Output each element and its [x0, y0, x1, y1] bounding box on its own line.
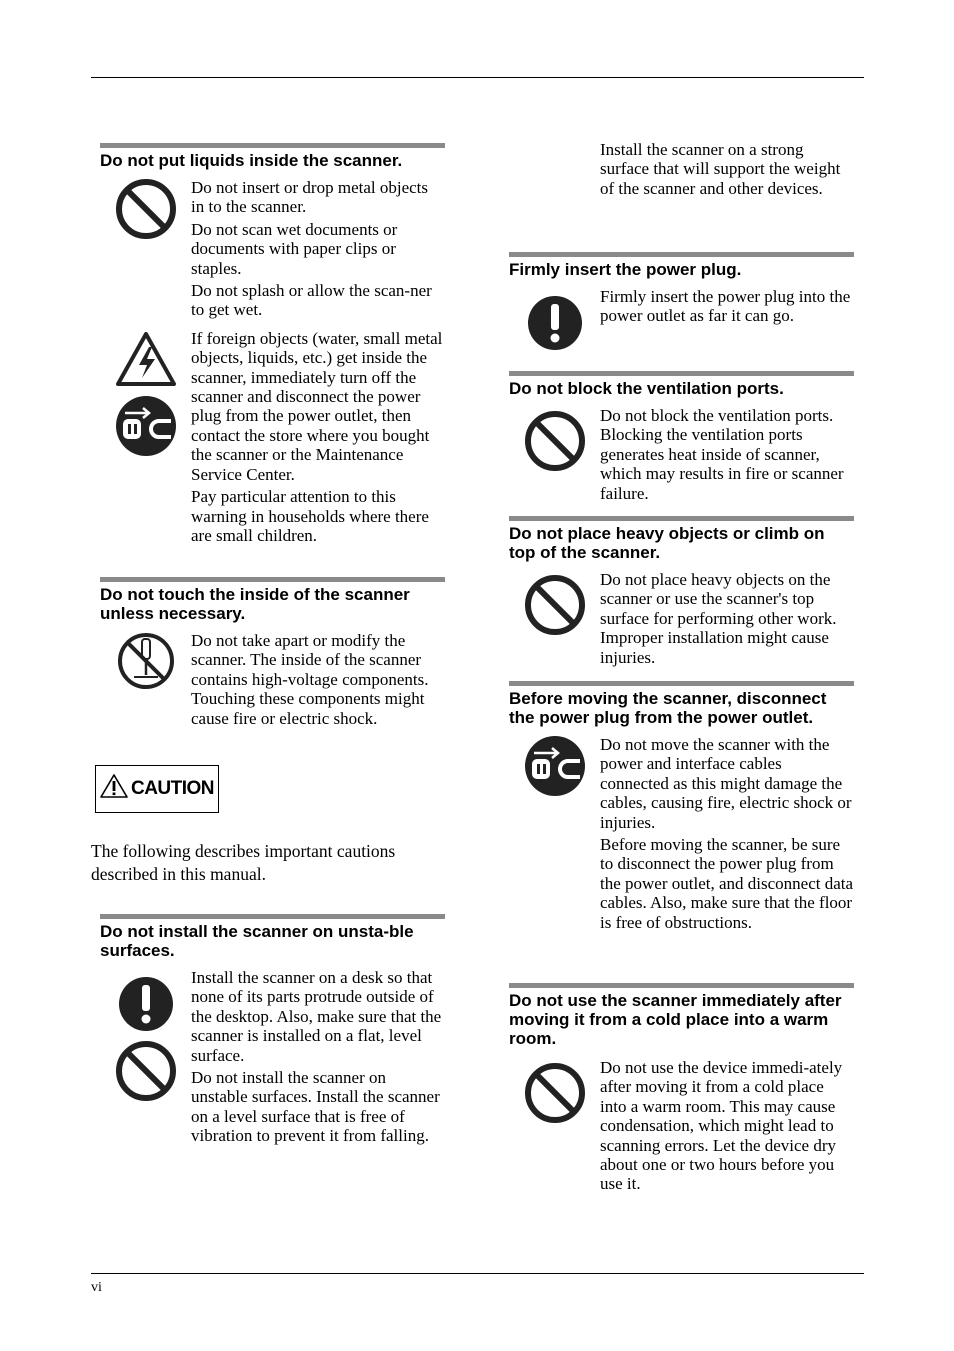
- section-power-plug: [509, 252, 854, 359]
- section-cold-place: [509, 983, 854, 1197]
- page-number: vi: [91, 1280, 102, 1295]
- section-liquids: [100, 143, 445, 548]
- body-text: Do not insert or drop metal objects in to the scanner.: [191, 178, 429, 217]
- intro-text: The following describes important cautions described in this manual.: [91, 841, 396, 884]
- body-text: Do not block the ventilation ports. Blocking the ventilation ports generates heat inside of scanner, which may results in fire or scanner failure.: [600, 406, 844, 503]
- section-touch: [100, 577, 445, 731]
- body-text: If foreign objects (water, small metal objects, liquids, etc.) get inside the scanner, immediately turn off the scanner and disconnect the power plug from the power outlet, then contact the store where you bought the scanner or the Maintenance Service Center.: [191, 328, 443, 484]
- section-bar: [509, 516, 854, 521]
- body-text: Install the scanner on a desk so that none of its parts protrude outside of the desktop. Also, make sure that the scanner is installed on a flat, level surface.: [191, 968, 442, 1065]
- section-ventilation: [509, 371, 854, 506]
- body-text: Do not install the scanner on unstable surfaces. Install the scanner on a level surface that is free of vibration to prevent it from falling.: [191, 1068, 440, 1146]
- section-bar: [509, 983, 854, 988]
- section-bar: [509, 371, 854, 376]
- body-text: Do not splash or allow the scan-ner to get wet.: [191, 281, 432, 320]
- mandatory-action-icon: [527, 295, 583, 351]
- body-text: Pay particular attention to this warning in households where there are small children.: [191, 487, 429, 545]
- section-heading: Firmly insert the power plug.: [509, 260, 742, 279]
- section-moving: [509, 681, 854, 935]
- prohibition-icon: [115, 1040, 177, 1102]
- unplug-icon: [115, 395, 177, 457]
- body-text: Do not take apart or modify the scanner. The inside of the scanner contains high-voltage components. Touching these components might cause fire or electric shock.: [191, 631, 429, 728]
- prohibition-icon: [115, 178, 177, 240]
- body-text: Before moving the scanner, be sure to disconnect the power plug from the power outlet, and disconnect data cables. Also, make sure that the floor is free of obstructions.: [600, 835, 854, 932]
- body-text: Do not use the device immedi-ately after moving it from a cold place into a warm room. This may cause condensation, which might lead to scanning errors. Let the device dry about one or two hours before you use it.: [600, 1058, 843, 1194]
- warning-triangle-icon: [100, 773, 128, 799]
- section-heading: Do not touch the inside of the scanner unless necessary.: [100, 585, 410, 623]
- section-heading: Do not put liquids inside the scanner.: [100, 151, 403, 170]
- section-unstable: [100, 914, 445, 1149]
- mandatory-action-icon: [118, 976, 174, 1032]
- section-bar: [509, 681, 854, 686]
- section-bar: [100, 914, 445, 919]
- caution-label-box: [95, 765, 219, 813]
- section-heavy-objects: [509, 516, 854, 670]
- section-heading: Before moving the scanner, disconnect the power plug from the power outlet.: [509, 689, 827, 727]
- section-bar: [100, 577, 445, 582]
- unplug-icon: [524, 735, 586, 797]
- body-text: Do not scan wet documents or documents with paper clips or staples.: [191, 219, 398, 278]
- prohibition-icon: [524, 1062, 586, 1124]
- no-disassembly-icon: [116, 631, 176, 691]
- header-rule: [91, 77, 864, 78]
- continued-text: Install the scanner on a strong surface that will support the weight of the scanner and other devices.: [600, 140, 841, 198]
- electric-shock-warning-icon: [115, 331, 177, 387]
- prohibition-icon: [524, 574, 586, 636]
- section-heading: Do not install the scanner on unsta-ble surfaces.: [100, 922, 414, 960]
- section-heading: Do not use the scanner immediately after moving it from a cold place into a warm room.: [509, 991, 842, 1048]
- footer-rule: [91, 1273, 864, 1274]
- body-text: Firmly insert the power plug into the power outlet as far it can go.: [600, 287, 851, 326]
- prohibition-icon: [524, 410, 586, 472]
- body-text: Do not move the scanner with the power and interface cables connected as this might damage the cables, causing fire, electric shock or injuries.: [600, 735, 852, 832]
- section-heading: Do not place heavy objects or climb on top of the scanner.: [509, 524, 825, 562]
- section-heading: Do not block the ventilation ports.: [509, 379, 784, 398]
- body-text: Do not place heavy objects on the scanner or use the scanner's top surface for performing other work. Improper installation might cause injuries.: [600, 570, 837, 667]
- section-bar: [100, 143, 445, 148]
- section-bar: [509, 252, 854, 257]
- caution-label: CAUTION: [130, 778, 215, 799]
